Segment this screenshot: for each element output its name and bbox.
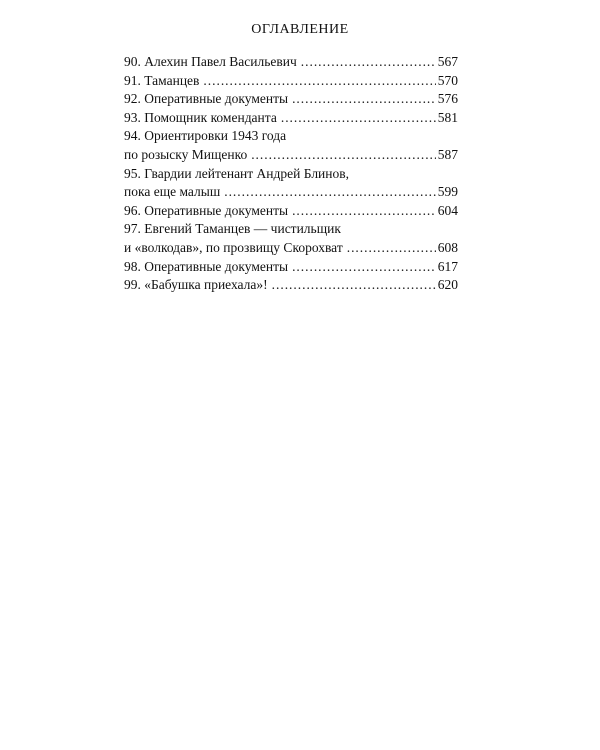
toc-entry-98: [124, 258, 458, 277]
toc-row: [124, 146, 458, 165]
toc-entry-title: пока еще малыш: [124, 184, 221, 200]
toc-row: [124, 72, 458, 91]
toc-leader-dots: [272, 276, 436, 295]
toc-entry-96: [124, 202, 458, 221]
toc-page-number: 599: [437, 184, 458, 200]
toc-row: [124, 90, 458, 109]
toc-entry-95: [124, 165, 458, 202]
toc-leader-dots: [292, 202, 436, 221]
toc-entry-title-line: 95. Гвардии лейтенант Андрей Блинов,: [124, 165, 349, 181]
toc-leader-dots: [203, 72, 435, 91]
toc-page-number: 587: [437, 146, 458, 162]
toc-leader-dots: [347, 239, 436, 258]
toc-entry-91: [124, 72, 458, 91]
toc-leader-dots: [301, 53, 436, 72]
toc-entry-title: 99. «Бабушка приехала»!: [124, 277, 268, 293]
toc-entry-97: [124, 220, 458, 257]
toc-leader-dots: [224, 183, 436, 202]
toc-row: [124, 258, 458, 277]
toc-page-number: 567: [437, 54, 458, 69]
toc-entry-90: [124, 53, 458, 72]
toc-leader-dots: [292, 258, 436, 277]
toc-page-number: 608: [437, 239, 458, 255]
toc-page-number: 570: [437, 72, 458, 88]
toc-row: [124, 109, 458, 128]
toc-entry-title: по розыску Мищенко: [124, 146, 248, 162]
toc-row: [124, 202, 458, 221]
toc-page-number: 620: [437, 277, 458, 293]
toc-entry-title: 93. Помощник коменданта: [124, 109, 277, 125]
toc-page-number: 581: [437, 109, 458, 125]
toc-entry-93: [124, 109, 458, 128]
toc-entry-99: [124, 276, 458, 295]
toc-entry-title: и «волкодав», по прозвищу Скорохват: [124, 239, 343, 255]
toc-entry-title: 91. Таманцев: [124, 72, 200, 88]
toc-page-number: 604: [437, 202, 458, 218]
toc-entry-title: 96. Оперативные документы: [124, 202, 289, 218]
toc-page-number: 576: [437, 91, 458, 107]
toc-entry-title: 92. Оперативные документы: [124, 91, 289, 107]
toc-leader-dots: [251, 146, 436, 165]
table-of-contents: [124, 53, 458, 295]
toc-row: [124, 53, 458, 72]
toc-entry-title: 98. Оперативные документы: [124, 258, 289, 274]
toc-entry-title-line: 94. Ориентировки 1943 года: [124, 128, 287, 144]
toc-row: [124, 183, 458, 202]
toc-leader-dots: [281, 109, 436, 128]
toc-entry-title-line: 97. Евгений Таманцев — чистильщик: [124, 221, 341, 237]
toc-entry-92: [124, 90, 458, 109]
page-title: ОГЛАВЛЕНИЕ: [251, 22, 349, 37]
toc-leader-dots: [292, 90, 436, 109]
toc-row: [124, 239, 458, 258]
toc-row: [124, 276, 458, 295]
toc-entry-title: 90. Алехин Павел Васильевич: [124, 54, 297, 69]
toc-page-number: 617: [437, 258, 458, 274]
toc-entry-94: [124, 127, 458, 164]
